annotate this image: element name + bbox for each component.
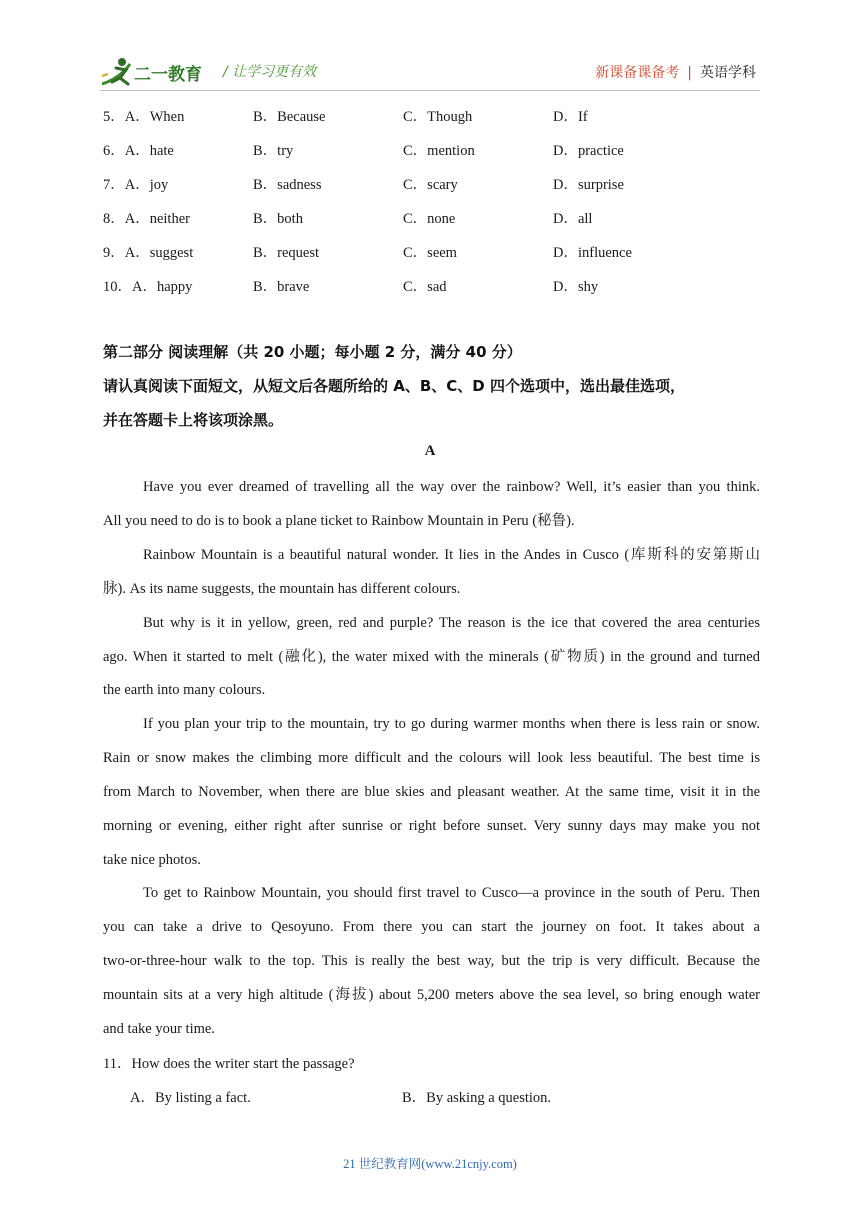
passage-line: Rainbow Mountain is a beautiful natural wonder. It lies in the Andes in Cusco (库斯科的安第斯山: [143, 547, 760, 563]
question-option-b: B．By asking a question.: [402, 1090, 552, 1106]
passage-line: But why is it in yellow, green, red and purple? The reason is the ice that covered the area centuries: [143, 615, 760, 631]
option-a: 8．A．neither: [103, 211, 190, 227]
passage-line: and take your time.: [103, 1021, 215, 1037]
passage-line: the earth into many colours.: [103, 682, 266, 698]
passage-label: A: [424, 443, 436, 459]
option-b: B．sadness: [253, 177, 322, 193]
passage-line: To get to Rainbow Mountain, you should first travel to Cusco—a province in the south of Peru. Then: [143, 885, 760, 901]
option-b: B．brave: [253, 279, 310, 295]
logo-icon: [100, 54, 212, 88]
option-b: B．try: [253, 143, 294, 159]
option-a: 5．A．When: [103, 109, 185, 125]
section-instruction: 请认真阅读下面短文，从短文后各题所给的 A、B、C、D 四个选项中，选出最佳选项，: [103, 377, 685, 395]
passage-line: take nice photos.: [103, 852, 201, 868]
option-b: B．both: [253, 211, 303, 227]
section-title: 第二部分 阅读理解（共 20 小题；每小题 2 分，满分 40 分）: [103, 343, 522, 361]
header-separator: |: [687, 65, 692, 81]
logo-text: 二一教育: [134, 65, 202, 85]
option-b: B．Because: [253, 109, 326, 125]
page-footer: 21 世纪教育网(www.21cnjy.com): [343, 1157, 517, 1171]
passage-line: you can take a drive to Qesoyuno. From there you can start the journey on foot. It takes about a: [103, 919, 760, 935]
page-header: [100, 54, 762, 88]
header-right: [595, 62, 756, 82]
passage-line: Have you ever dreamed of travelling all the way over the rainbow? Well, it’s easier than you think.: [143, 479, 760, 495]
passage-line: morning or evening, either right after sunrise or right before sunset. Very sunny days may make you not: [103, 818, 760, 834]
option-d: D．practice: [553, 143, 624, 159]
question-stem: 11．How does the writer start the passage?: [103, 1056, 355, 1072]
option-c: C．scary: [403, 177, 458, 193]
question-option-a: A．By listing a fact.: [130, 1090, 251, 1106]
passage-line: mountain sits at a very high altitude (海拔) about 5,200 meters above the sea level, so bring enough water: [103, 987, 760, 1003]
passage-line: ago. When it started to melt (融化), the water mixed with the minerals (矿物质) in the ground and turned: [103, 649, 760, 665]
passage-line: from March to November, when there are blue skies and pleasant weather. At the same time, visit it in the: [103, 784, 760, 800]
passage-line: All you need to do is to book a plane ticket to Rainbow Mountain in Peru (秘鲁).: [103, 513, 575, 529]
option-c: C．none: [403, 211, 456, 227]
option-c: C．Though: [403, 109, 473, 125]
passage-line: 脉). As its name suggests, the mountain has different colours.: [103, 581, 461, 597]
section-instruction: 并在答题卡上将该项涂黑。: [103, 411, 284, 429]
option-d: D．surprise: [553, 177, 624, 193]
option-a: 10．A．happy: [103, 279, 193, 295]
option-c: C．mention: [403, 143, 475, 159]
option-c: C．sad: [403, 279, 447, 295]
option-b: B．request: [253, 245, 320, 261]
header-tagline: 新课备课备考: [595, 65, 680, 81]
slogan: / 让学习更有效: [223, 64, 317, 80]
option-d: D．all: [553, 211, 593, 227]
option-a: 7．A．joy: [103, 177, 169, 193]
option-d: D．shy: [553, 279, 599, 295]
header-divider: [100, 90, 760, 91]
option-a: 6．A．hate: [103, 143, 174, 159]
option-c: C．seem: [403, 245, 457, 261]
option-d: D．influence: [553, 245, 632, 261]
option-a: 9．A．suggest: [103, 245, 194, 261]
passage-line: If you plan your trip to the mountain, try to go during warmer months when there is less rain or snow.: [143, 716, 760, 732]
option-d: D．If: [553, 109, 588, 125]
passage-line: Rain or snow makes the climbing more difficult and the colours will look less beautiful. The best time is: [103, 750, 760, 766]
header-subject: 英语学科: [700, 65, 756, 81]
passage-line: two-or-three-hour walk to the top. This is really the best way, but the trip is very difficult. Because the: [103, 953, 760, 969]
